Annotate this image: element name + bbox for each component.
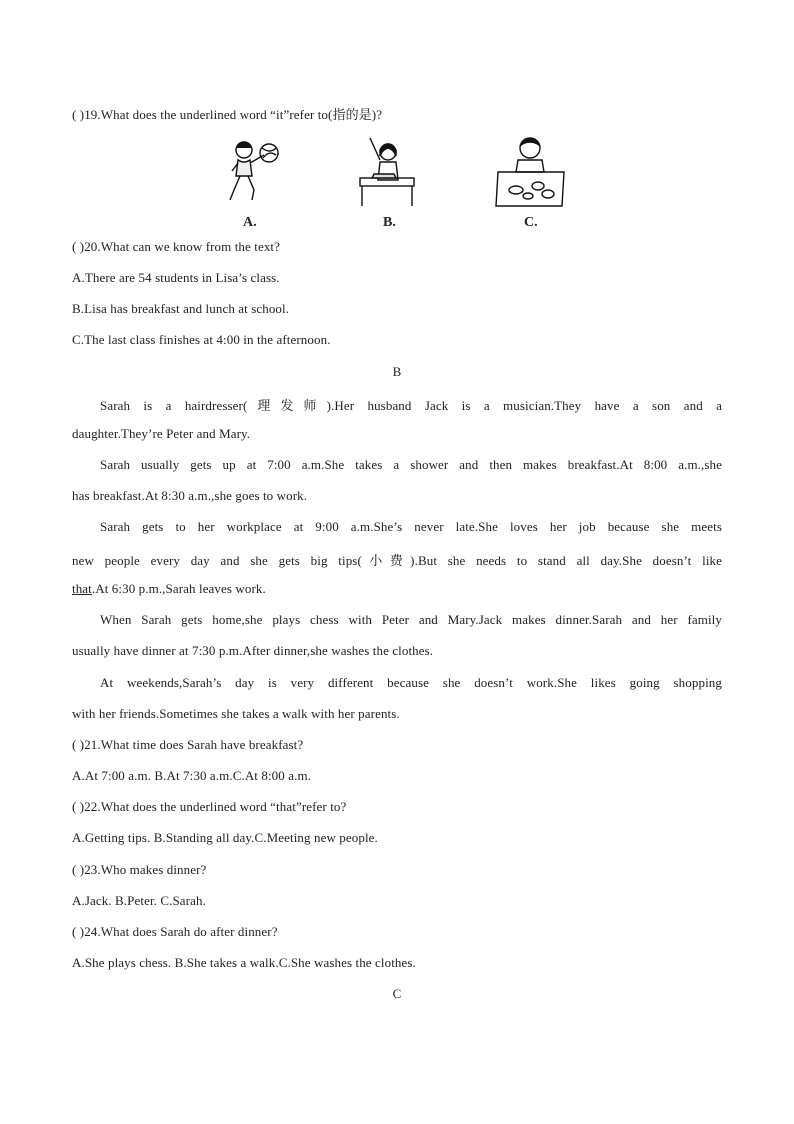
girl-raising-hand-at-desk-picture (354, 130, 418, 210)
option-b-label: B. (383, 215, 396, 230)
paragraph-3-line-3 (72, 581, 722, 597)
paragraph-1-line-1: Sarah is a hairdresser(理发师).Her husband Jack is a musician.They have a son and a (100, 398, 722, 413)
paragraph-3-line-1: Sarah gets to her workplace at 9:00 a.m.She’s never late.She loves her job because she meets (100, 519, 722, 534)
section-b-heading: B (392, 364, 402, 379)
paragraph-3-line-3-rest: .At 6:30 p.m.,Sarah leaves work. (91, 581, 266, 596)
paragraph-4-line-1: When Sarah gets home,she plays chess with Peter and Mary.Jack makes dinner.Sarah and her family (100, 612, 722, 627)
question-19: ( )19.What does the underlined word “it”refer to(指的是)? (72, 107, 383, 122)
question-20-option-a: A.There are 54 students in Lisa’s class. (72, 270, 280, 285)
question-24: ( )24.What does Sarah do after dinner? (72, 924, 278, 939)
girl-playing-volleyball-picture (222, 136, 284, 208)
question-22: ( )22.What does the underlined word “that”refer to? (72, 799, 347, 814)
paragraph-2-line-2: has breakfast.At 8:30 a.m.,she goes to work. (72, 488, 308, 503)
paragraph-4-line-2: usually have dinner at 7:30 p.m.After dinner,she washes the clothes. (72, 643, 434, 658)
question-23-options: A.Jack. B.Peter. C.Sarah. (72, 893, 206, 908)
question-24-options: A.She plays chess. B.She takes a walk.C.She washes the clothes. (72, 955, 416, 970)
paragraph-5-line-1: At weekends,Sarah’s day is very different because she doesn’t work.She likes going shopping (100, 675, 722, 690)
question-22-options: A.Getting tips. B.Standing all day.C.Meeting new people. (72, 830, 378, 845)
section-c-heading: C (392, 986, 402, 1001)
question-20-option-c: C.The last class finishes at 4:00 in the afternoon. (72, 332, 331, 347)
question-23: ( )23.Who makes dinner? (72, 862, 207, 877)
paragraph-2-line-1: Sarah usually gets up at 7:00 a.m.She takes a shower and then makes breakfast.At 8:00 a.m.,she (100, 457, 722, 472)
question-20: ( )20.What can we know from the text? (72, 239, 281, 254)
underlined-word-that: that (72, 581, 92, 596)
option-c-label: C. (524, 215, 538, 230)
girl-having-meal-picture (494, 134, 566, 208)
paragraph-1-line-2: daughter.They’re Peter and Mary. (72, 426, 251, 441)
option-a-label: A. (243, 215, 257, 230)
paragraph-3-line-2: new people every day and she gets big tips(小费).But she needs to stand all day.She doesn’t like (72, 553, 722, 568)
paragraph-5-line-2: with her friends.Sometimes she takes a walk with her parents. (72, 706, 400, 721)
question-21: ( )21.What time does Sarah have breakfast? (72, 737, 304, 752)
question-20-option-b: B.Lisa has breakfast and lunch at school. (72, 301, 290, 316)
question-21-options: A.At 7:00 a.m. B.At 7:30 a.m.C.At 8:00 a.m. (72, 768, 312, 783)
